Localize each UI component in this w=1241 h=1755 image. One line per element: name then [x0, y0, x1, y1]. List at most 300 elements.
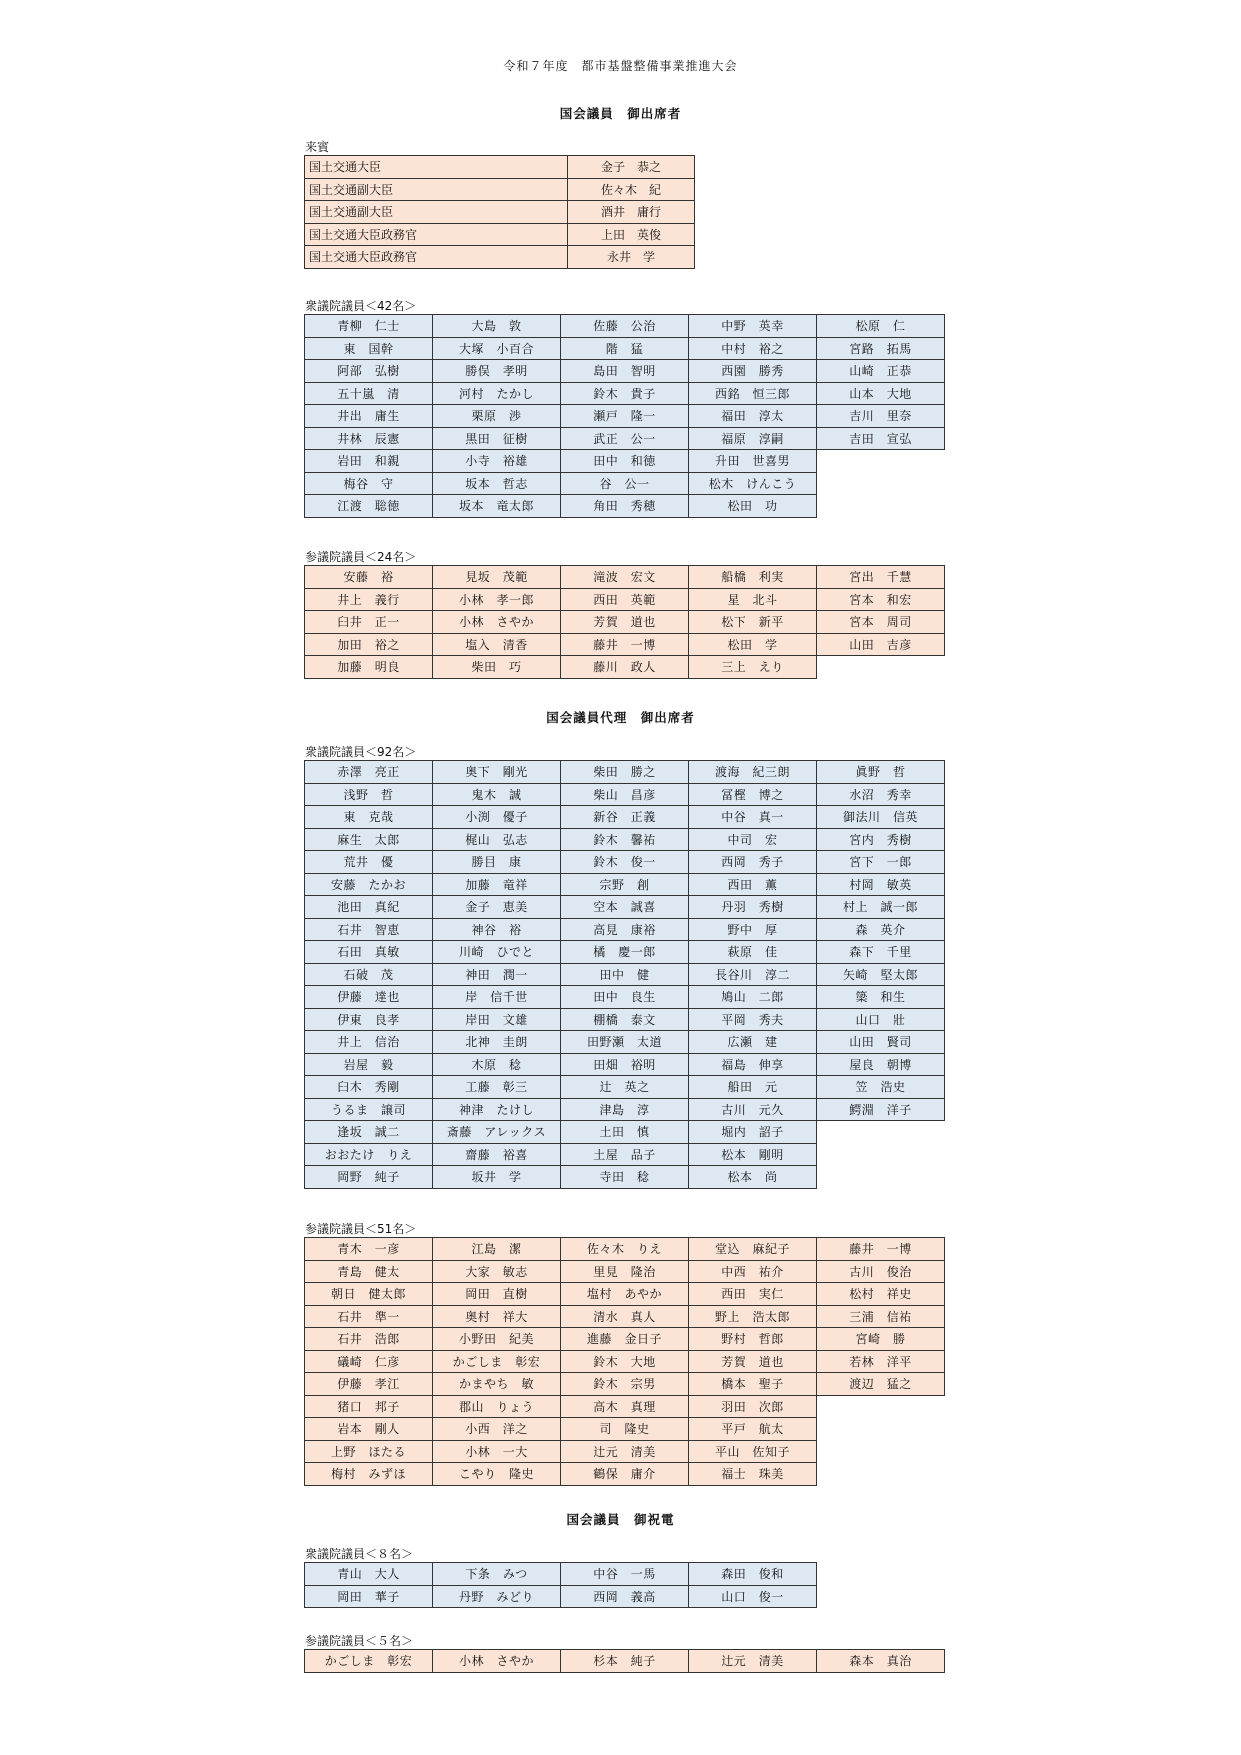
table-row	[305, 1373, 945, 1396]
table-row	[305, 1143, 945, 1166]
member-name-cell: 村岡 敏英	[817, 873, 945, 896]
member-name-cell: 土田 慎	[561, 1121, 689, 1144]
table-row	[305, 1238, 945, 1261]
table-row	[305, 1098, 945, 1121]
member-name-cell: 木原 稔	[433, 1053, 561, 1076]
member-name-cell: 東 克哉	[305, 806, 433, 829]
member-name-cell: 奥下 剛光	[433, 761, 561, 784]
member-name-cell: 山口 壯	[817, 1008, 945, 1031]
member-name-cell: 福原 淳嗣	[689, 427, 817, 450]
member-name-cell: 辻 英之	[561, 1076, 689, 1099]
member-name-cell: 岡田 直樹	[433, 1283, 561, 1306]
member-name-cell: 勝俣 孝明	[433, 360, 561, 383]
table-row	[305, 633, 945, 656]
member-name-cell: 井上 義行	[305, 588, 433, 611]
member-name-cell: 冨樫 博之	[689, 783, 817, 806]
member-name-cell: 金子 恵美	[433, 896, 561, 919]
member-name-cell: 坂本 竜太郎	[433, 495, 561, 518]
table-row	[305, 963, 945, 986]
table-row	[305, 1440, 945, 1463]
member-name-cell: 山口 俊一	[689, 1585, 817, 1608]
member-name-cell: 西園 勝秀	[689, 360, 817, 383]
member-name-cell: 鈴木 俊一	[561, 851, 689, 874]
member-table-g5	[304, 1562, 817, 1608]
group-label: 参議院議員＜24名＞	[305, 550, 417, 564]
member-name-cell: 坂井 学	[433, 1166, 561, 1189]
member-name-cell: 丹野 みどり	[433, 1585, 561, 1608]
member-name-cell: 松本 剛明	[689, 1143, 817, 1166]
member-name-cell: 河村 たかし	[433, 382, 561, 405]
member-name-cell: 岩田 和親	[305, 450, 433, 473]
member-name-cell: 藤川 政人	[561, 656, 689, 679]
member-name-cell: 伊藤 孝江	[305, 1373, 433, 1396]
member-name-cell: 福士 珠美	[689, 1463, 817, 1486]
member-name-cell: 平山 佐知子	[689, 1440, 817, 1463]
member-name-cell: 礒崎 仁彦	[305, 1350, 433, 1373]
member-name-cell: 森 英介	[817, 918, 945, 941]
member-name-cell: 加田 裕之	[305, 633, 433, 656]
member-name-cell: 松本 尚	[689, 1166, 817, 1189]
member-name-cell: 阿部 弘樹	[305, 360, 433, 383]
member-name-cell: 鈴木 貴子	[561, 382, 689, 405]
member-name-cell: 小野田 紀美	[433, 1328, 561, 1351]
table-row	[305, 427, 945, 450]
member-name-cell: 芳賀 道也	[561, 611, 689, 634]
member-name-cell: 猪口 邦子	[305, 1395, 433, 1418]
table-row	[305, 1076, 945, 1099]
member-name-cell: 井上 信治	[305, 1031, 433, 1054]
table-row	[305, 1418, 945, 1441]
member-name-cell: 青木 一彦	[305, 1238, 433, 1261]
guest-table	[304, 155, 695, 269]
table-row	[305, 450, 945, 473]
member-name-cell: 芳賀 道也	[689, 1350, 817, 1373]
empty-cell	[817, 1143, 945, 1166]
guest-label: 来賓	[305, 140, 330, 154]
section-heading-proxy: 国会議員代理 御出席者	[546, 710, 695, 725]
member-name-cell: 伊東 良孝	[305, 1008, 433, 1031]
member-name-cell: 朝日 健太郎	[305, 1283, 433, 1306]
member-name-cell: 平戸 航太	[689, 1418, 817, 1441]
member-name-cell: 井林 辰憲	[305, 427, 433, 450]
member-name-cell: 中野 英幸	[689, 315, 817, 338]
member-name-cell: 鰐淵 洋子	[817, 1098, 945, 1121]
member-name-cell: 武正 公一	[561, 427, 689, 450]
member-name-cell: 田野瀬 太道	[561, 1031, 689, 1054]
empty-cell	[817, 1395, 945, 1418]
table-row	[305, 495, 945, 518]
member-name-cell: 吉田 宣弘	[817, 427, 945, 450]
member-name-cell: 神谷 裕	[433, 918, 561, 941]
member-name-cell: 臼井 正一	[305, 611, 433, 634]
member-name-cell: 野上 浩太郎	[689, 1305, 817, 1328]
member-name-cell: 水沼 秀幸	[817, 783, 945, 806]
member-name-cell: 江島 潔	[433, 1238, 561, 1261]
member-name-cell: 中村 裕之	[689, 337, 817, 360]
table-row	[305, 873, 945, 896]
member-name-cell: 高見 康裕	[561, 918, 689, 941]
member-name-cell: 小林 さやか	[433, 1650, 561, 1673]
member-name-cell: 松原 仁	[817, 315, 945, 338]
member-name-cell: 松木 けんこう	[689, 472, 817, 495]
member-name-cell: 青柳 仁士	[305, 315, 433, 338]
member-name-cell: 柴山 昌彦	[561, 783, 689, 806]
member-name-cell: 青島 健太	[305, 1260, 433, 1283]
member-name-cell: 宮崎 勝	[817, 1328, 945, 1351]
guest-row	[305, 223, 695, 246]
member-name-cell: 佐々木 りえ	[561, 1238, 689, 1261]
member-name-cell: 谷 公一	[561, 472, 689, 495]
member-name-cell: 長谷川 淳二	[689, 963, 817, 986]
member-name-cell: 清水 真人	[561, 1305, 689, 1328]
member-name-cell: 石井 浩郎	[305, 1328, 433, 1351]
member-name-cell: 山本 大地	[817, 382, 945, 405]
guest-row	[305, 178, 695, 201]
table-row	[305, 761, 945, 784]
member-name-cell: 星 北斗	[689, 588, 817, 611]
member-name-cell: 松下 新平	[689, 611, 817, 634]
group-label: 衆議院議員＜92名＞	[305, 745, 417, 759]
member-name-cell: 田中 良生	[561, 986, 689, 1009]
member-name-cell: 小林 孝一郎	[433, 588, 561, 611]
member-name-cell: 石井 準一	[305, 1305, 433, 1328]
member-table-g1	[304, 314, 945, 518]
table-row	[305, 1053, 945, 1076]
guest-row	[305, 246, 695, 269]
member-name-cell: 三浦 信祐	[817, 1305, 945, 1328]
member-name-cell: 角田 秀穂	[561, 495, 689, 518]
member-name-cell: 西田 英範	[561, 588, 689, 611]
table-row	[305, 896, 945, 919]
table-row	[305, 1305, 945, 1328]
member-name-cell: 田中 健	[561, 963, 689, 986]
member-name-cell: 藤井 一博	[561, 633, 689, 656]
empty-cell	[817, 1166, 945, 1189]
member-table-g6	[304, 1649, 945, 1673]
member-name-cell: 安藤 裕	[305, 566, 433, 589]
member-name-cell: 荒井 優	[305, 851, 433, 874]
table-row	[305, 472, 945, 495]
table-row	[305, 360, 945, 383]
table-row	[305, 806, 945, 829]
member-name-cell: 石破 茂	[305, 963, 433, 986]
member-name-cell: 野中 厚	[689, 918, 817, 941]
group-label: 衆議院議員＜８名＞	[305, 1547, 414, 1561]
member-name-cell: 岸田 文雄	[433, 1008, 561, 1031]
member-name-cell: 松田 功	[689, 495, 817, 518]
member-name-cell: 藤井 一博	[817, 1238, 945, 1261]
section-heading-telegram: 国会議員 御祝電	[566, 1512, 675, 1527]
member-name-cell: 松田 学	[689, 633, 817, 656]
member-name-cell: 小林 一大	[433, 1440, 561, 1463]
member-name-cell: 三上 えり	[689, 656, 817, 679]
table-row	[305, 1585, 817, 1608]
member-name-cell: 見坂 茂範	[433, 566, 561, 589]
member-name-cell: 麻生 太郎	[305, 828, 433, 851]
member-name-cell: 青山 大人	[305, 1563, 433, 1586]
member-name-cell: うるま 譲司	[305, 1098, 433, 1121]
member-name-cell: 屋良 朝博	[817, 1053, 945, 1076]
member-name-cell: 梅村 みずほ	[305, 1463, 433, 1486]
table-row	[305, 1563, 817, 1586]
member-name-cell: 大塚 小百合	[433, 337, 561, 360]
member-name-cell: 橋本 聖子	[689, 1373, 817, 1396]
member-name-cell: 若林 洋平	[817, 1350, 945, 1373]
member-name-cell: 山崎 正恭	[817, 360, 945, 383]
guest-name: 酒井 庸行	[568, 201, 695, 224]
table-row	[305, 986, 945, 1009]
member-name-cell: 井出 庸生	[305, 405, 433, 428]
member-name-cell: 森本 真治	[817, 1650, 945, 1673]
member-name-cell: 西田 薫	[689, 873, 817, 896]
member-name-cell: こやり 隆史	[433, 1463, 561, 1486]
member-name-cell: 石井 智恵	[305, 918, 433, 941]
member-table-g3	[304, 760, 945, 1189]
member-name-cell: 梶山 弘志	[433, 828, 561, 851]
empty-cell	[817, 450, 945, 473]
table-row	[305, 851, 945, 874]
member-name-cell: 宮本 周司	[817, 611, 945, 634]
member-name-cell: 大島 敦	[433, 315, 561, 338]
member-name-cell: 堂込 麻紀子	[689, 1238, 817, 1261]
member-name-cell: 中西 祐介	[689, 1260, 817, 1283]
member-name-cell: 大家 敏志	[433, 1260, 561, 1283]
member-name-cell: 高木 真理	[561, 1395, 689, 1418]
member-name-cell: 逢坂 誠二	[305, 1121, 433, 1144]
member-name-cell: 簗 和生	[817, 986, 945, 1009]
table-row	[305, 941, 945, 964]
table-row	[305, 382, 945, 405]
member-name-cell: 階 猛	[561, 337, 689, 360]
member-name-cell: 杉本 純子	[561, 1650, 689, 1673]
table-row	[305, 588, 945, 611]
empty-cell	[817, 1418, 945, 1441]
member-name-cell: 山田 吉彦	[817, 633, 945, 656]
table-row	[305, 566, 945, 589]
member-name-cell: 下条 みつ	[433, 1563, 561, 1586]
document-title: 令和７年度 都市基盤整備事業推進大会	[503, 59, 738, 73]
member-name-cell: 吉川 里奈	[817, 405, 945, 428]
member-name-cell: 宮出 千慧	[817, 566, 945, 589]
member-name-cell: 北神 圭朗	[433, 1031, 561, 1054]
group-label: 参議院議員＜51名＞	[305, 1222, 417, 1236]
member-name-cell: 進藤 金日子	[561, 1328, 689, 1351]
member-table-g2	[304, 565, 945, 679]
member-name-cell: 古川 元久	[689, 1098, 817, 1121]
guest-role: 国土交通大臣政務官	[305, 223, 568, 246]
empty-cell	[817, 1463, 945, 1486]
member-name-cell: 梅谷 守	[305, 472, 433, 495]
member-name-cell: 郡山 りょう	[433, 1395, 561, 1418]
guest-row	[305, 201, 695, 224]
guest-role: 国土交通大臣	[305, 156, 568, 179]
member-name-cell: 眞野 哲	[817, 761, 945, 784]
member-name-cell: 土屋 品子	[561, 1143, 689, 1166]
member-name-cell: 佐藤 公治	[561, 315, 689, 338]
member-name-cell: 伊藤 達也	[305, 986, 433, 1009]
member-name-cell: 鬼木 誠	[433, 783, 561, 806]
table-row	[305, 1008, 945, 1031]
member-name-cell: 広瀬 建	[689, 1031, 817, 1054]
member-name-cell: 岩屋 毅	[305, 1053, 433, 1076]
member-name-cell: 古川 俊治	[817, 1260, 945, 1283]
table-row	[305, 315, 945, 338]
member-name-cell: 小林 さやか	[433, 611, 561, 634]
member-name-cell: 加藤 竜祥	[433, 873, 561, 896]
member-name-cell: 御法川 信英	[817, 806, 945, 829]
member-name-cell: 丹羽 秀樹	[689, 896, 817, 919]
member-name-cell: 野村 哲郎	[689, 1328, 817, 1351]
table-row	[305, 1166, 945, 1189]
member-name-cell: 山田 賢司	[817, 1031, 945, 1054]
member-name-cell: 笠 浩史	[817, 1076, 945, 1099]
group-label: 衆議院議員＜42名＞	[305, 299, 417, 313]
member-name-cell: 松村 祥史	[817, 1283, 945, 1306]
member-name-cell: 岡野 純子	[305, 1166, 433, 1189]
member-name-cell: 津島 淳	[561, 1098, 689, 1121]
member-name-cell: 萩原 佳	[689, 941, 817, 964]
guest-name: 金子 恭之	[568, 156, 695, 179]
guest-role: 国土交通大臣政務官	[305, 246, 568, 269]
section-heading-attend: 国会議員 御出席者	[559, 106, 682, 121]
member-name-cell: 渡海 紀三朗	[689, 761, 817, 784]
empty-cell	[817, 1440, 945, 1463]
member-name-cell: 平岡 秀夫	[689, 1008, 817, 1031]
member-name-cell: 勝目 康	[433, 851, 561, 874]
member-name-cell: 塩入 清香	[433, 633, 561, 656]
member-name-cell: 宮路 拓馬	[817, 337, 945, 360]
member-name-cell: 黒田 征樹	[433, 427, 561, 450]
member-name-cell: 斎藤 アレックス	[433, 1121, 561, 1144]
empty-cell	[817, 1121, 945, 1144]
member-name-cell: 岡田 華子	[305, 1585, 433, 1608]
member-name-cell: 空本 誠喜	[561, 896, 689, 919]
member-name-cell: 里見 隆治	[561, 1260, 689, 1283]
member-name-cell: 宮内 秀樹	[817, 828, 945, 851]
member-name-cell: 岩本 剛人	[305, 1418, 433, 1441]
guest-name: 上田 英俊	[568, 223, 695, 246]
member-name-cell: 船田 元	[689, 1076, 817, 1099]
member-name-cell: 辻元 清美	[689, 1650, 817, 1673]
member-name-cell: 川崎 ひでと	[433, 941, 561, 964]
member-name-cell: 西田 実仁	[689, 1283, 817, 1306]
member-name-cell: 中谷 真一	[689, 806, 817, 829]
table-row	[305, 1283, 945, 1306]
member-name-cell: 棚橋 泰文	[561, 1008, 689, 1031]
table-row	[305, 918, 945, 941]
member-name-cell: 加藤 明良	[305, 656, 433, 679]
member-name-cell: 西銘 恒三郎	[689, 382, 817, 405]
member-name-cell: 西岡 秀子	[689, 851, 817, 874]
member-name-cell: 神田 潤一	[433, 963, 561, 986]
member-name-cell: 栗原 渉	[433, 405, 561, 428]
member-name-cell: 赤澤 亮正	[305, 761, 433, 784]
member-name-cell: 矢崎 堅太郎	[817, 963, 945, 986]
member-name-cell: 森下 千里	[817, 941, 945, 964]
member-name-cell: 村上 誠一郎	[817, 896, 945, 919]
empty-cell	[817, 656, 945, 679]
member-name-cell: 瀬戸 隆一	[561, 405, 689, 428]
member-name-cell: 鈴木 馨祐	[561, 828, 689, 851]
empty-cell	[817, 472, 945, 495]
member-name-cell: 新谷 正義	[561, 806, 689, 829]
member-name-cell: 浅野 哲	[305, 783, 433, 806]
member-name-cell: 滝波 宏文	[561, 566, 689, 589]
member-name-cell: 船橋 利実	[689, 566, 817, 589]
member-name-cell: 田畑 裕明	[561, 1053, 689, 1076]
member-name-cell: 小渕 優子	[433, 806, 561, 829]
member-name-cell: 宮下 一郎	[817, 851, 945, 874]
member-name-cell: 島田 智明	[561, 360, 689, 383]
guest-role: 国土交通副大臣	[305, 201, 568, 224]
member-name-cell: 升田 世喜男	[689, 450, 817, 473]
member-name-cell: 神津 たけし	[433, 1098, 561, 1121]
member-name-cell: 五十嵐 清	[305, 382, 433, 405]
table-row	[305, 337, 945, 360]
member-name-cell: 橘 慶一郎	[561, 941, 689, 964]
table-row	[305, 1395, 945, 1418]
member-name-cell: 森田 俊和	[689, 1563, 817, 1586]
member-name-cell: 岸 信千世	[433, 986, 561, 1009]
member-table-g4	[304, 1237, 945, 1486]
member-name-cell: 小寺 裕雄	[433, 450, 561, 473]
member-name-cell: 鶴保 庸介	[561, 1463, 689, 1486]
member-name-cell: 奥村 祥大	[433, 1305, 561, 1328]
table-row	[305, 1350, 945, 1373]
table-row	[305, 405, 945, 428]
table-row	[305, 611, 945, 634]
member-name-cell: おおたけ りえ	[305, 1143, 433, 1166]
guest-name: 永井 学	[568, 246, 695, 269]
member-name-cell: かごしま 彰宏	[305, 1650, 433, 1673]
member-name-cell: 塩村 あやか	[561, 1283, 689, 1306]
guest-role: 国土交通副大臣	[305, 178, 568, 201]
member-name-cell: 池田 真紀	[305, 896, 433, 919]
member-name-cell: 柴田 勝之	[561, 761, 689, 784]
member-name-cell: 坂本 哲志	[433, 472, 561, 495]
member-name-cell: 工藤 彰三	[433, 1076, 561, 1099]
member-name-cell: 齋藤 裕喜	[433, 1143, 561, 1166]
member-name-cell: 宮本 和宏	[817, 588, 945, 611]
table-row	[305, 828, 945, 851]
member-name-cell: かごしま 彰宏	[433, 1350, 561, 1373]
member-name-cell: 辻元 清美	[561, 1440, 689, 1463]
group-label: 参議院議員＜５名＞	[305, 1634, 414, 1648]
table-row	[305, 1121, 945, 1144]
empty-cell	[817, 495, 945, 518]
member-name-cell: 堀内 詔子	[689, 1121, 817, 1144]
member-name-cell: 鳩山 二郎	[689, 986, 817, 1009]
member-name-cell: 司 隆史	[561, 1418, 689, 1441]
member-name-cell: 東 国幹	[305, 337, 433, 360]
member-name-cell: 西岡 義高	[561, 1585, 689, 1608]
table-row	[305, 1650, 945, 1673]
member-name-cell: 上野 ほたる	[305, 1440, 433, 1463]
table-row	[305, 783, 945, 806]
table-row	[305, 1463, 945, 1486]
member-name-cell: 鈴木 大地	[561, 1350, 689, 1373]
member-name-cell: 鈴木 宗男	[561, 1373, 689, 1396]
member-name-cell: 石田 真敏	[305, 941, 433, 964]
member-name-cell: 中司 宏	[689, 828, 817, 851]
member-name-cell: 臼木 秀剛	[305, 1076, 433, 1099]
member-name-cell: 宗野 創	[561, 873, 689, 896]
guest-name: 佐々木 紀	[568, 178, 695, 201]
member-name-cell: かまやち 敏	[433, 1373, 561, 1396]
table-row	[305, 1260, 945, 1283]
guest-row	[305, 156, 695, 179]
member-name-cell: 福島 伸享	[689, 1053, 817, 1076]
